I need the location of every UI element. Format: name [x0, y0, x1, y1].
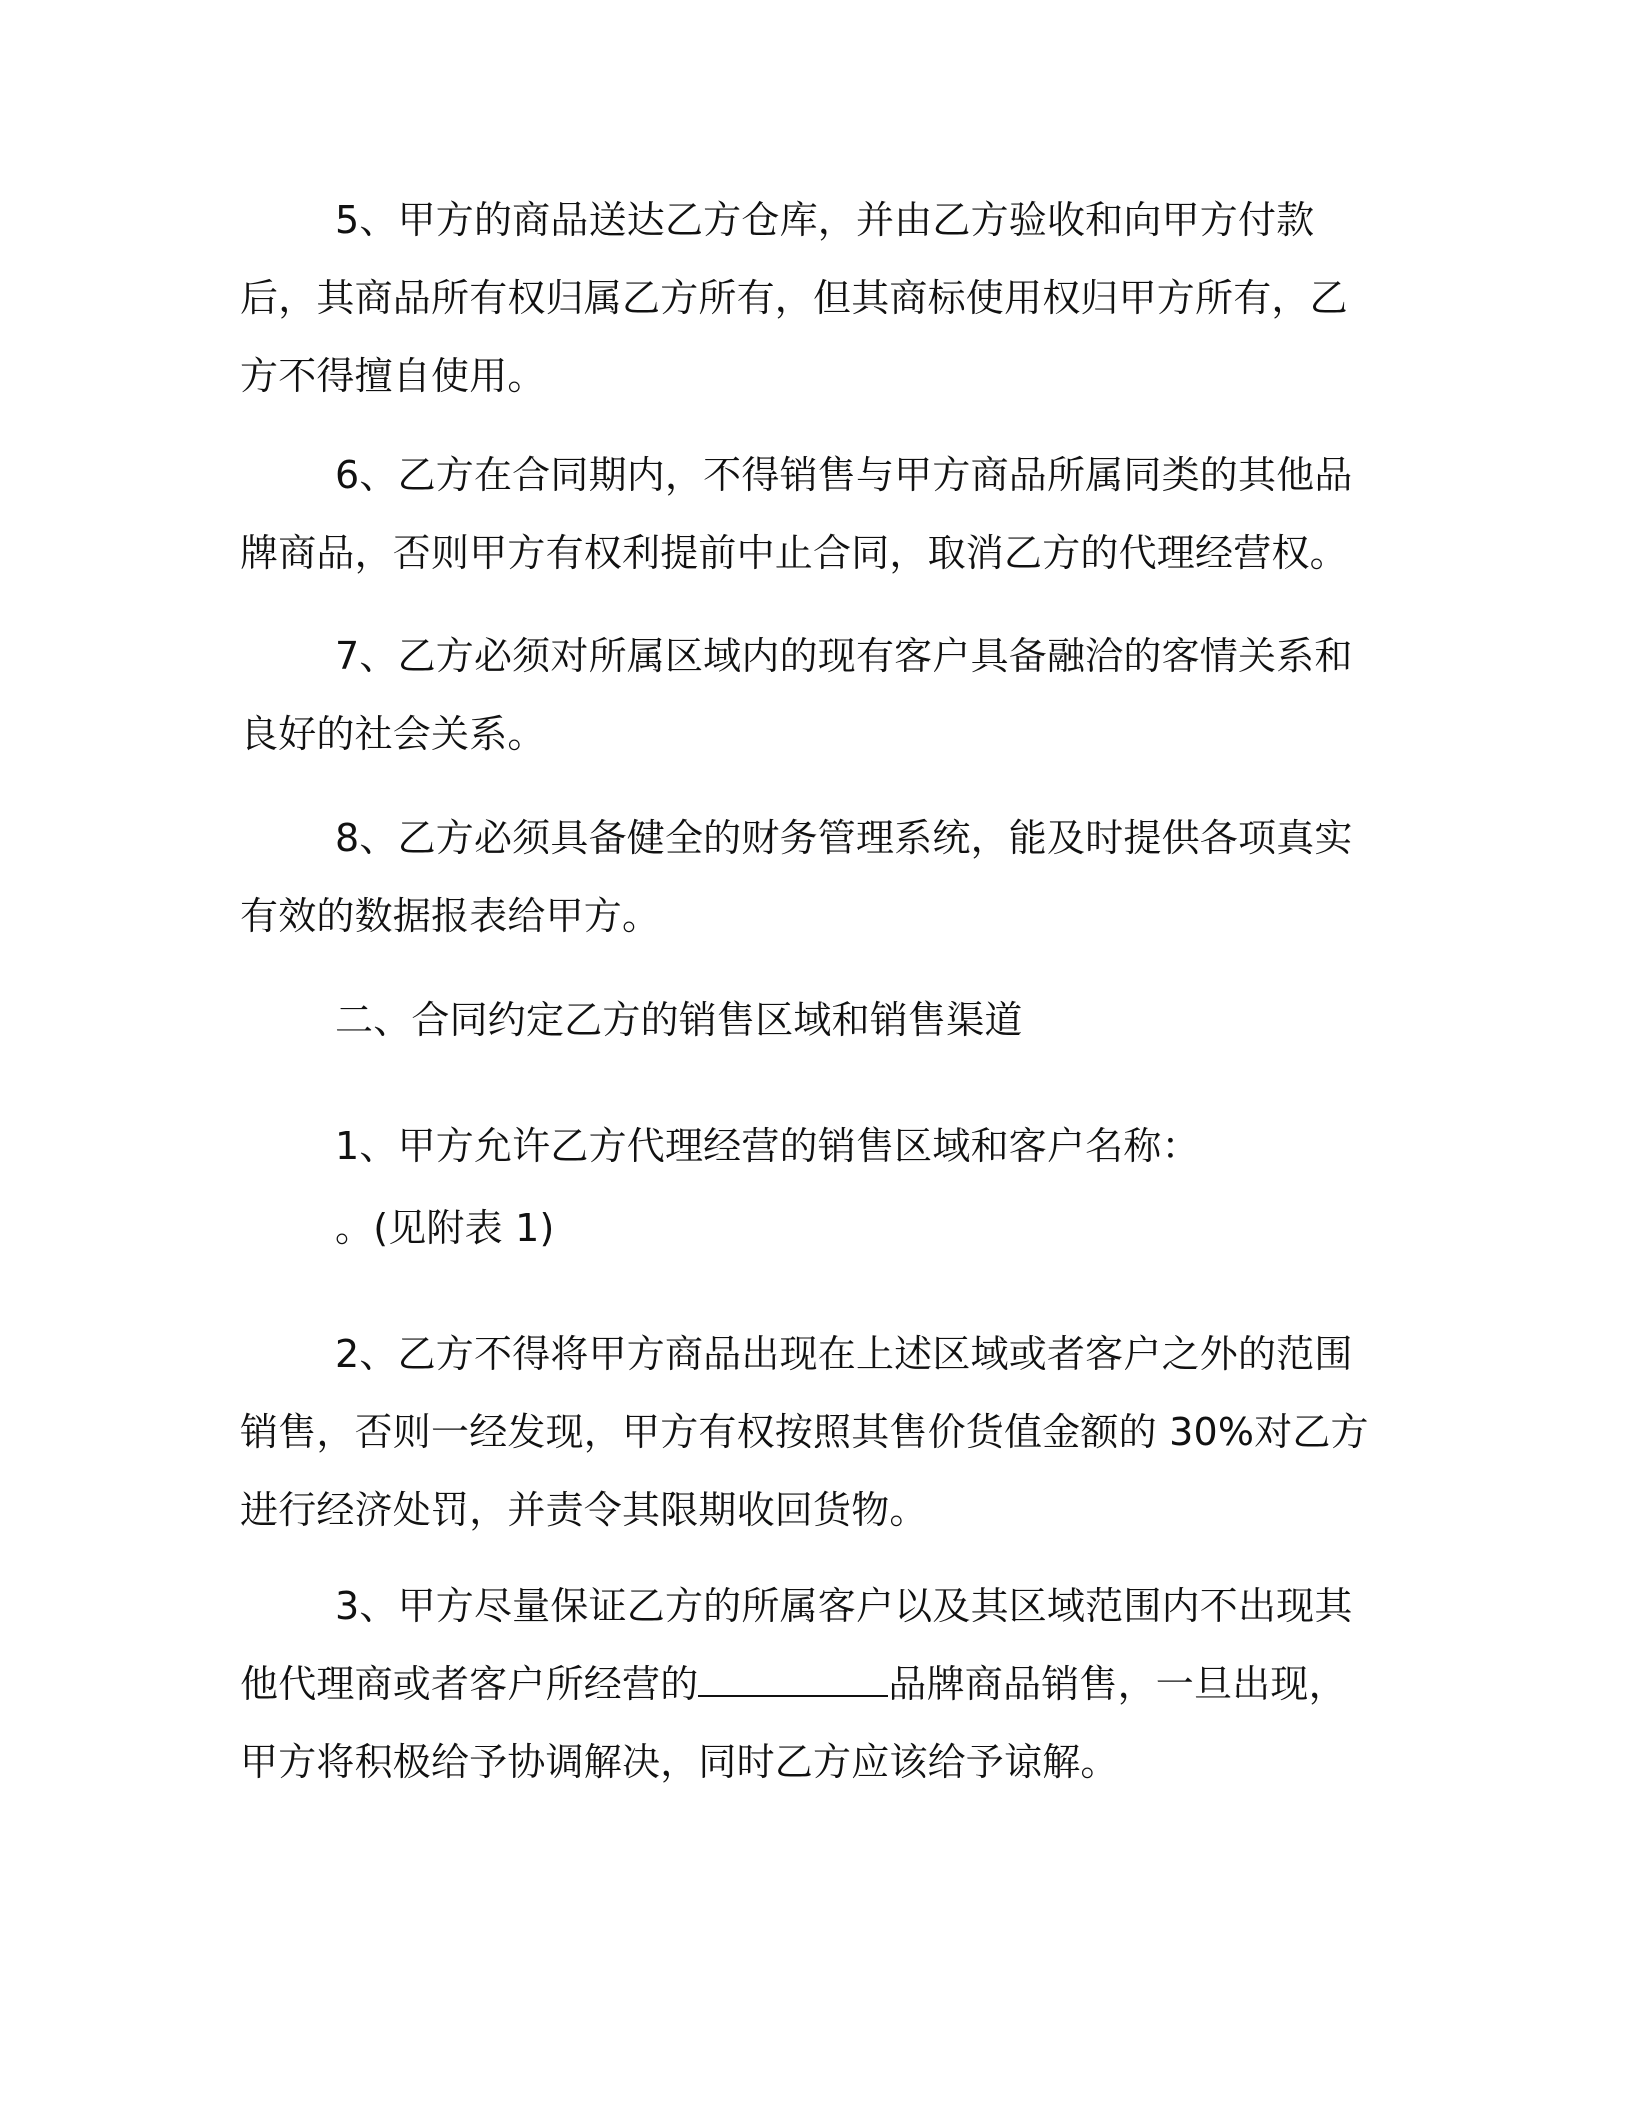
section-two-clause-3-paragraph	[240, 1567, 1374, 1801]
section-two-clause-2-paragraph: 2、乙方不得将甲方商品出现在上述区域或者客户之外的范围销售，否则一经发现，甲方有权按照其售价货值金额的 30%对乙方进行经济处罚，并责令其限期收回货物。	[240, 1332, 1369, 1532]
clause-6-paragraph: 6、乙方在合同期内，不得销售与甲方商品所属同类的其他品牌商品，否则甲方有权利提前中止合同，取消乙方的代理经营权。	[240, 453, 1353, 575]
clause-3-text-after-blank: 品牌商品销售，一旦出现，甲方将积极给予协调解决，同时乙方应该给予谅解。	[240, 1662, 1347, 1784]
clause-3-text-before-blank: 3、甲方尽量保证乙方的所属客户以及其区域范围内不出现其他代理商或者客户所经营的	[240, 1584, 1353, 1706]
section-two-clause-1-paragraph: 1、甲方允许乙方代理经营的销售区域和客户名称：	[335, 1124, 1200, 1168]
clause-7-paragraph: 7、乙方必须对所属区域内的现有客户具备融洽的客情关系和良好的社会关系。	[240, 634, 1353, 756]
section-two-heading: 二、合同约定乙方的销售区域和销售渠道	[335, 998, 1023, 1042]
appendix-reference-paragraph: 。(见附表 1)	[335, 1206, 555, 1250]
clause-8-paragraph: 8、乙方必须具备健全的财务管理系统，能及时提供各项真实有效的数据报表给甲方。	[240, 816, 1353, 938]
clause-5-paragraph: 5、甲方的商品送达乙方仓库，并由乙方验收和向甲方付款后，其商品所有权归属乙方所有，但其商标使用权归甲方所有，乙方不得擅自使用。	[240, 198, 1348, 398]
brand-name-blank-line	[698, 1665, 888, 1697]
